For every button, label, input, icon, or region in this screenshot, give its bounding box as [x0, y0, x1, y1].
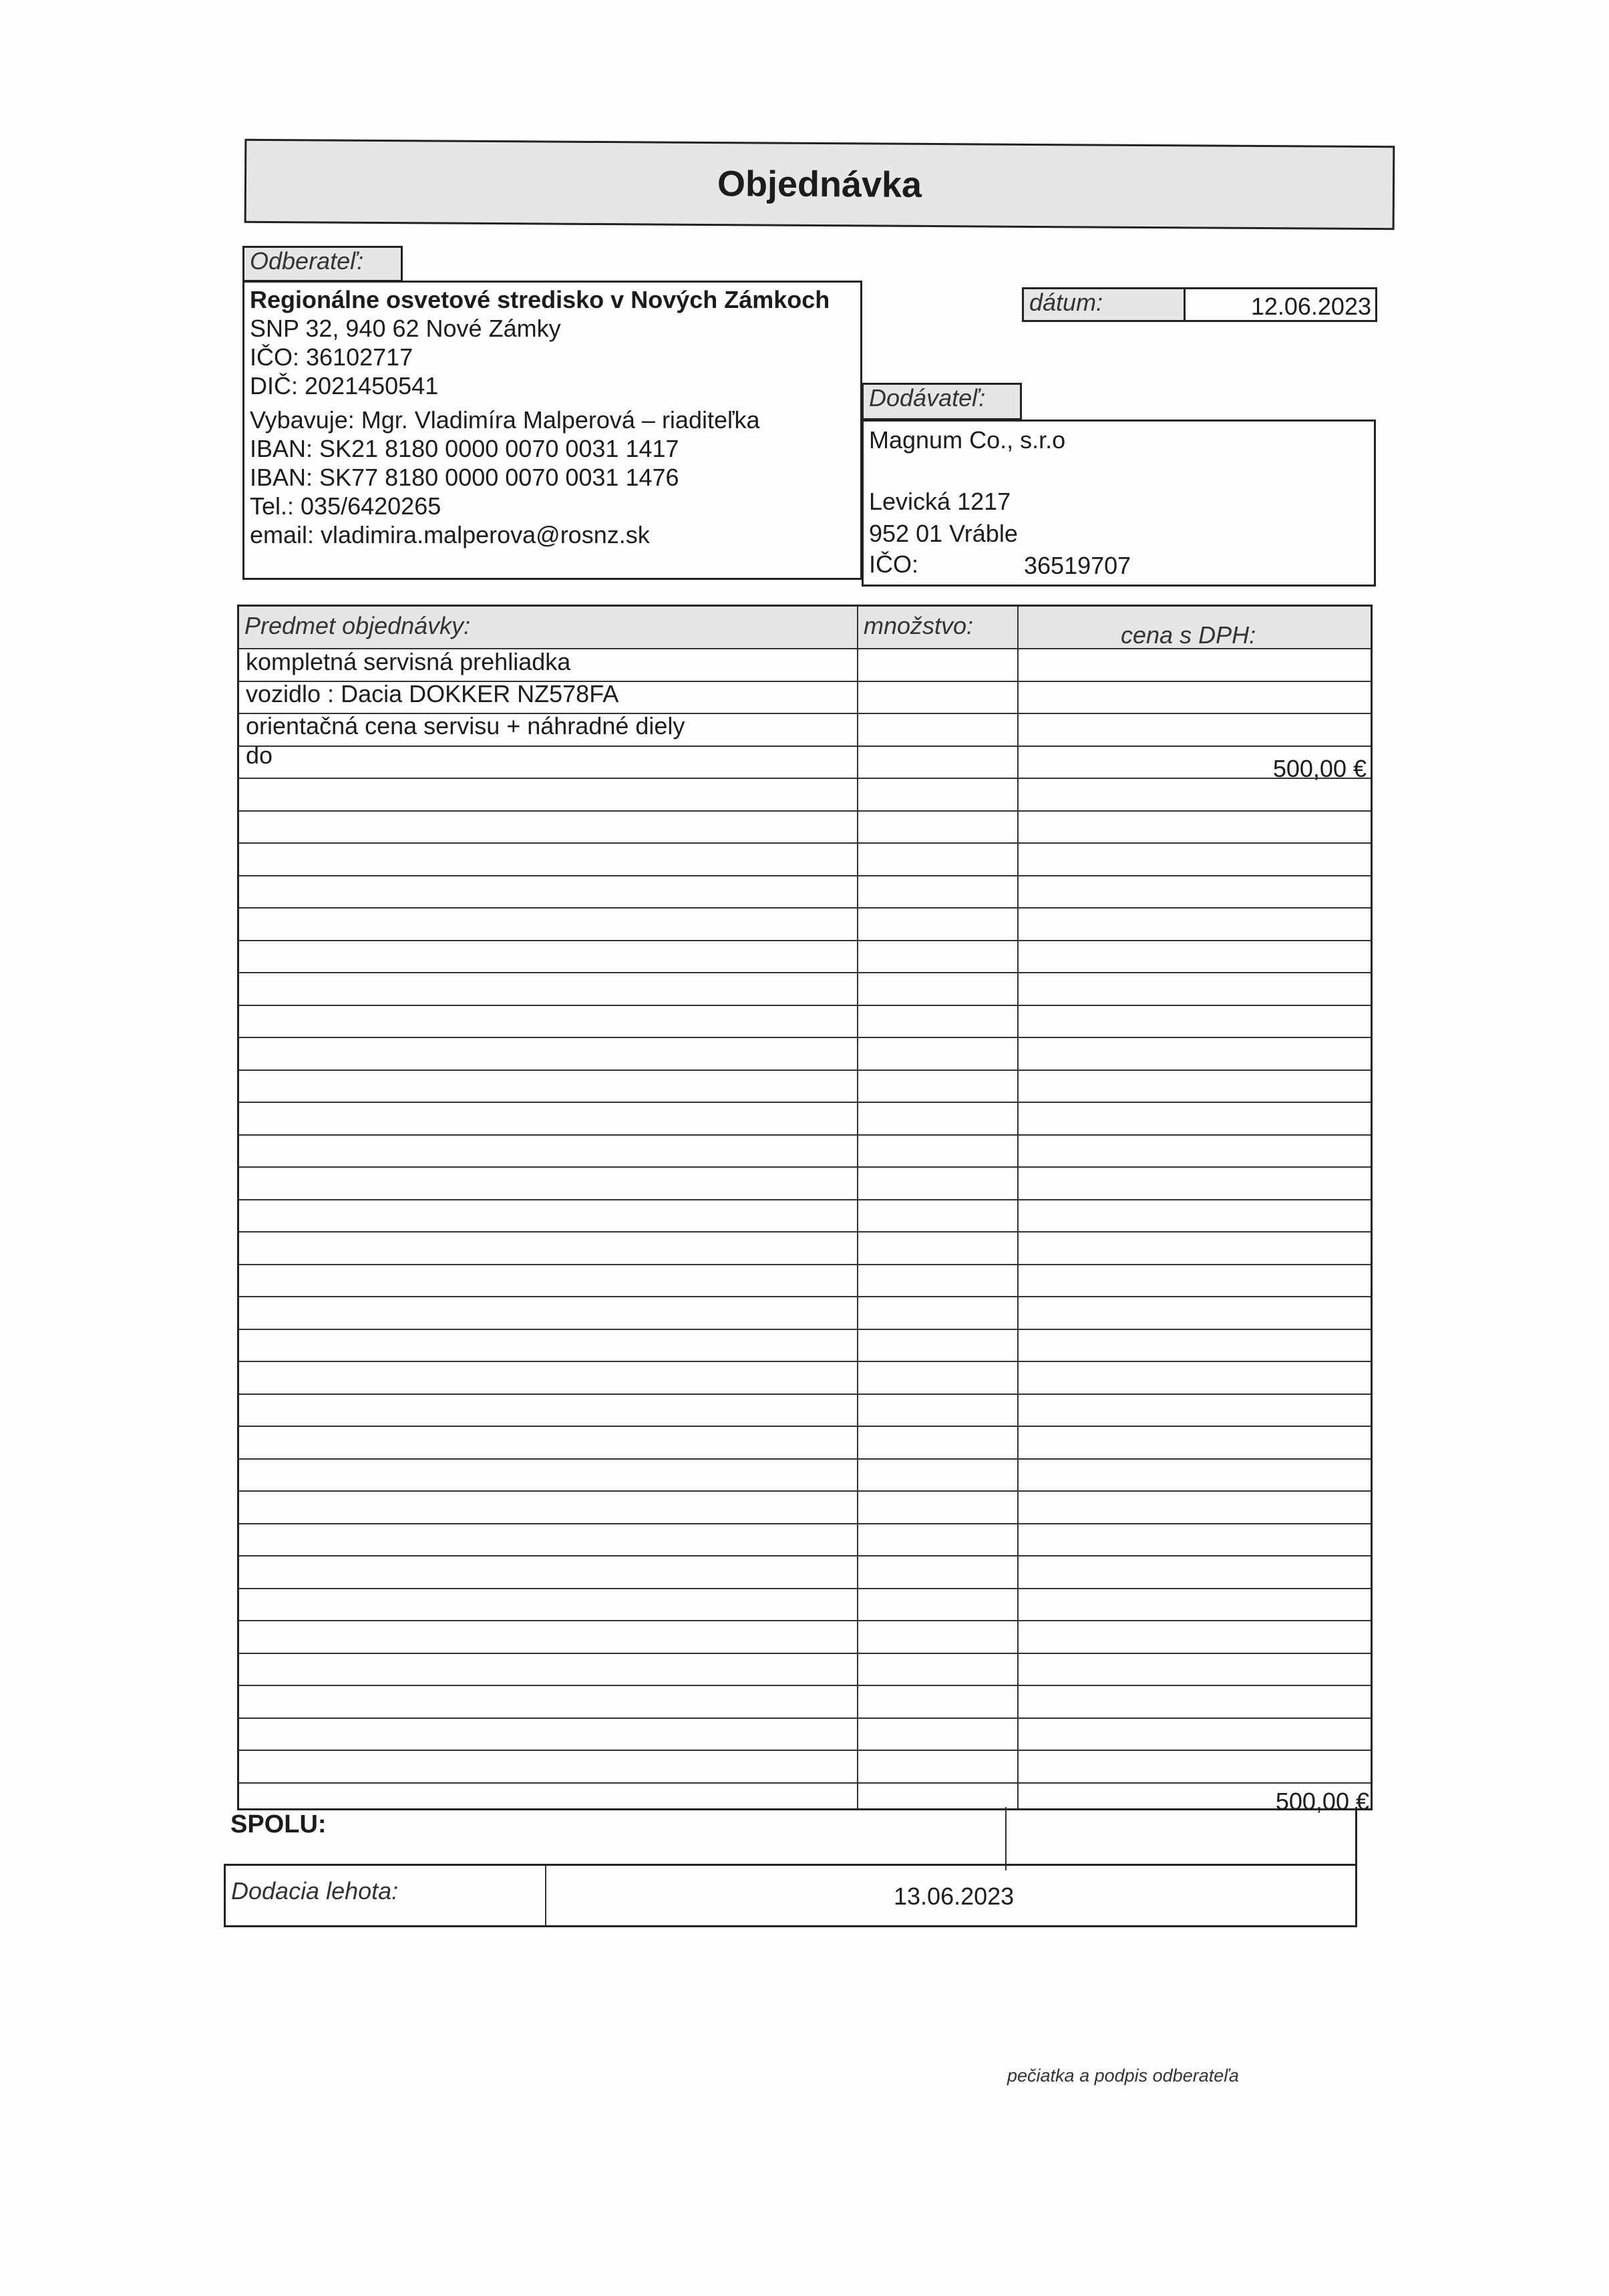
document-title: Objednávka [717, 164, 922, 205]
customer-label: Odberateľ: [242, 246, 403, 282]
table-row-line [239, 1523, 1371, 1524]
table-row-line [239, 1782, 1371, 1784]
table-row-line [239, 1102, 1371, 1103]
items-table [237, 605, 1373, 1815]
subtotal-price: 500,00 € [1275, 1788, 1369, 1815]
table-row-line [239, 810, 1371, 812]
table-row-item: do [246, 742, 273, 769]
table-row-line [239, 1490, 1371, 1492]
table-row-line [239, 1458, 1371, 1460]
table-row-line [239, 1685, 1371, 1686]
table-row-line [239, 1426, 1371, 1427]
table-row-line [239, 1070, 1371, 1071]
customer-dic: DIČ: 2021450541 [250, 372, 439, 399]
title-bar [244, 139, 1395, 230]
table-row-line [239, 1361, 1371, 1362]
customer-address: SNP 32, 940 62 Nové Zámky [250, 315, 561, 342]
table-row-item: orientačná cena servisu + náhradné diely [246, 712, 685, 740]
table-row-line [239, 875, 1371, 876]
table-row-line [239, 1620, 1371, 1621]
supplier-street: Levická 1217 [869, 488, 1011, 515]
supplier-name: Magnum Co., s.r.o [869, 426, 1066, 454]
column-divider [857, 607, 858, 1808]
total-value-cell [1005, 1807, 1357, 1870]
customer-ico: IČO: 36102717 [250, 343, 413, 371]
customer-iban-2: IBAN: SK77 8180 0000 0070 0031 1476 [250, 464, 679, 491]
table-row-line [239, 1653, 1371, 1654]
date-value: 12.06.2023 [1184, 287, 1377, 322]
table-row-line [239, 1264, 1371, 1265]
delivery-value: 13.06.2023 [894, 1882, 1015, 1910]
signature-label: pečiatka a podpis odberateľa [1007, 2066, 1239, 2086]
supplier-label: Dodávateľ: [862, 383, 1022, 420]
column-divider [1017, 607, 1019, 1808]
customer-handled-by: Vybavuje: Mgr. Vladimíra Malperová – riaditeľka [250, 406, 760, 434]
customer-box [242, 281, 862, 580]
table-row-line [239, 778, 1371, 779]
supplier-ico-label: IČO: [869, 550, 919, 578]
header-price: cena s DPH: [1121, 621, 1256, 649]
total-label: SPOLU: [230, 1810, 327, 1838]
customer-phone: Tel.: 035/6420265 [250, 492, 441, 520]
customer-name: Regionálne osvetové stredisko v Nových Zámkoch [250, 286, 830, 313]
table-row-line [239, 1037, 1371, 1038]
customer-email: email: vladimira.malperova@rosnz.sk [250, 521, 650, 548]
table-row-line [239, 746, 1371, 747]
table-row-line [239, 1329, 1371, 1330]
customer-iban-1: IBAN: SK21 8180 0000 0070 0031 1417 [250, 435, 679, 462]
table-row-item: vozidlo : Dacia DOKKER NZ578FA [246, 680, 619, 707]
table-row-line [239, 1588, 1371, 1589]
table-row-line [239, 1134, 1371, 1136]
table-row-line [239, 1555, 1371, 1556]
header-quantity: množstvo: [864, 612, 974, 639]
table-row-line [239, 1199, 1371, 1200]
table-row-line [239, 1393, 1371, 1395]
table-row-line [239, 972, 1371, 973]
date-label: dátum: [1022, 287, 1186, 322]
table-row-item: kompletná servisná prehliadka [246, 648, 571, 675]
table-row-line [239, 1296, 1371, 1297]
table-row-line [239, 842, 1371, 844]
header-item: Predmet objednávky: [244, 612, 471, 639]
table-row-line [239, 1717, 1371, 1719]
table-row-line [239, 1750, 1371, 1751]
table-row-line [239, 1166, 1371, 1168]
supplier-ico-value: 36519707 [1024, 552, 1131, 579]
supplier-box [862, 420, 1376, 587]
delivery-label: Dodacia lehota: [231, 1877, 399, 1905]
table-row-line [239, 940, 1371, 941]
delivery-row [224, 1864, 1357, 1927]
table-row-line [239, 907, 1371, 909]
table-row-line [239, 1005, 1371, 1006]
table-row-line [239, 1231, 1371, 1233]
supplier-city: 952 01 Vráble [869, 520, 1018, 547]
table-row-price: 500,00 € [1272, 755, 1367, 782]
